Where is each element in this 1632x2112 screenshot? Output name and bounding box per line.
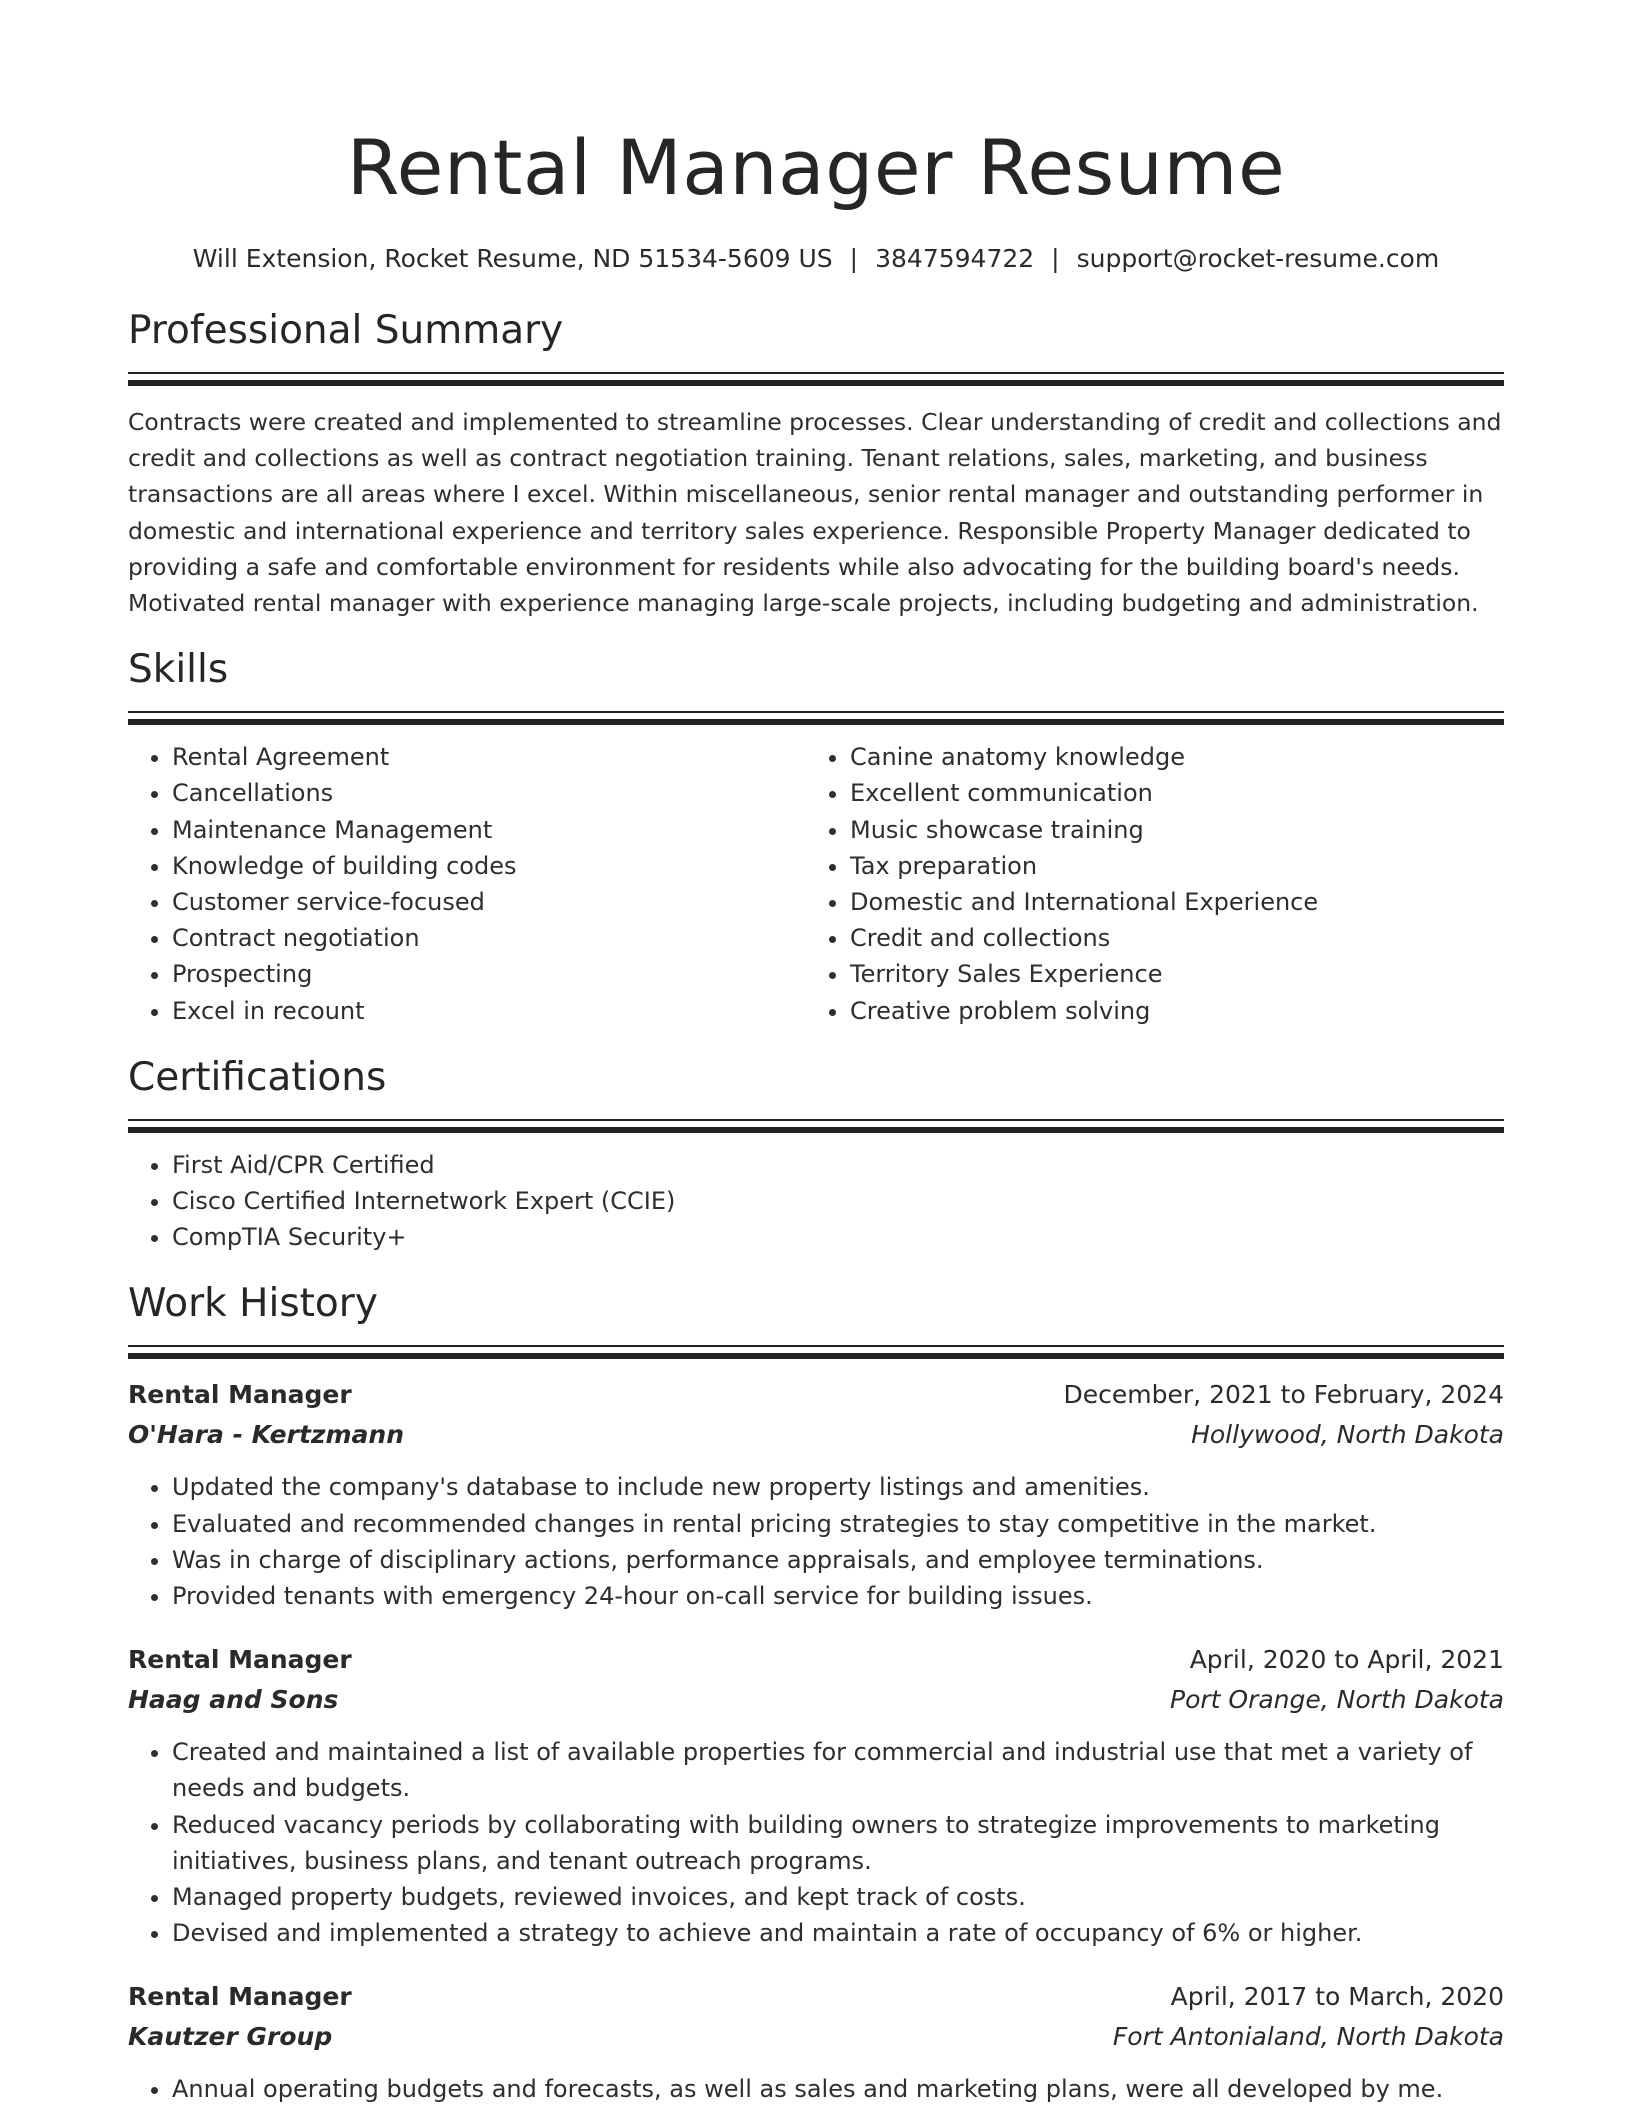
job-bullet: • Created and maintained a list of available properties for commercial and industrial use that met a variety of needs and budgets. [172,1734,1504,1806]
job-bullets [128,2071,1504,2107]
skill-item: • Credit and collections [850,920,1484,956]
skill-item: • Domestic and International Experience [850,884,1484,920]
job-title: Rental Manager [128,1380,352,1410]
job-company: Kautzer Group [128,2022,333,2052]
certifications-list [128,1147,1504,1256]
job-header [128,1977,1504,2017]
job-bullet: • Devised and implemented a strategy to achieve and maintain a rate of occupancy of 6% or higher. [172,1915,1504,1951]
job-bullets [128,1734,1504,1951]
skill-item: • Canine anatomy knowledge [850,739,1484,775]
skills-section [128,645,1504,1029]
job-subheader [128,1680,1504,1720]
certification-item: • CompTIA Security+ [172,1219,1504,1255]
skill-item: • Maintenance Management [172,812,806,848]
job-bullet: • Updated the company's database to include new property listings and amenities. [172,1469,1504,1505]
skills-column-left [128,739,806,1029]
summary-text: Contracts were created and implemented to streamline processes. Clear understanding of credit and collections and credit and collections as well as contract negotiation training. Tenant relations, sales, marketing, and business transactions are all areas where I excel. Within miscellaneous, senior rental manager and outstanding performer in domestic and international experience and territory sales experience. Responsible Property Manager dedicated to providing a safe and comfortable environment for residents while also advocating for the building board's needs. Motivated rental manager with experience managing large-scale projects, including budgeting and administration. [128,408,1502,618]
section-divider [128,372,1504,386]
contact-email: support@rocket-resume.com [1076,244,1440,273]
contact-separator: | [849,244,859,273]
skills-grid [128,739,1504,1029]
certifications-section [128,1053,1504,1256]
contact-phone: 3847594722 [875,244,1035,273]
job-location: Hollywood, North Dakota [1191,1420,1504,1450]
job-subheader [128,1415,1504,1455]
section-divider [128,1119,1504,1133]
section-title-summary: Professional Summary [128,308,564,353]
certification-item: • Cisco Certified Internetwork Expert (CCIE) [172,1183,1504,1219]
resume-title: Rental Manager Resume [346,123,1286,212]
contact-separator: | [1051,244,1060,273]
job-dates: April, 2020 to April, 2021 [1189,1645,1504,1675]
section-title-skills: Skills [128,647,229,693]
job-bullet: • Managed property budgets, reviewed invoices, and kept track of costs. [172,1879,1504,1915]
skill-item: • Contract negotiation [172,920,806,956]
certification-item: • First Aid/CPR Certified [172,1147,1504,1183]
job-entry [128,1640,1504,1951]
job-bullet: • Was in charge of disciplinary actions, performance appraisals, and employee terminations. [172,1542,1504,1578]
skill-item: • Excel in recount [172,993,806,1029]
summary-section [128,306,1504,621]
job-bullet: • Annual operating budgets and forecasts, as well as sales and marketing plans, were all developed by me. [172,2071,1504,2107]
resume-page [128,0,1504,2108]
skill-item: • Cancellations [172,775,806,811]
job-title: Rental Manager [128,1982,352,2012]
job-bullets [128,1469,1504,1614]
job-dates: December, 2021 to February, 2024 [1063,1380,1504,1410]
skill-item: • Territory Sales Experience [850,956,1484,992]
job-entry [128,1375,1504,1614]
job-subheader [128,2017,1504,2057]
skill-item: • Excellent communication [850,775,1484,811]
skill-item: • Music showcase training [850,812,1484,848]
job-header [128,1375,1504,1415]
job-location: Fort Antonialand, North Dakota [1112,2022,1504,2052]
skills-column-right [806,739,1484,1029]
skill-item: • Tax preparation [850,848,1484,884]
skill-item: • Creative problem solving [850,993,1484,1029]
skill-item: • Customer service-focused [172,884,806,920]
job-bullet: • Evaluated and recommended changes in rental pricing strategies to stay competitive in the market. [172,1506,1504,1542]
work-history-section [128,1279,1504,2107]
job-header [128,1640,1504,1680]
section-divider [128,711,1504,725]
job-company: Haag and Sons [128,1685,339,1715]
job-dates: April, 2017 to March, 2020 [1170,1982,1504,2012]
skills-list-right [806,739,1484,1029]
skill-item: • Rental Agreement [172,739,806,775]
section-title-certifications: Certifications [128,1054,387,1100]
skill-item: • Knowledge of building codes [172,848,806,884]
job-title: Rental Manager [128,1645,352,1675]
contact-address: Will Extension, Rocket Resume, ND 51534-5609 US [192,244,833,273]
job-entry [128,1977,1504,2107]
job-company: O'Hara - Kertzmann [128,1420,404,1450]
job-location: Port Orange, North Dakota [1170,1685,1504,1715]
skills-list-left [128,739,806,1029]
skill-item: • Prospecting [172,956,806,992]
job-bullet: • Provided tenants with emergency 24-hour on-call service for building issues. [172,1578,1504,1614]
contact-line [128,242,1504,276]
job-bullet: • Reduced vacancy periods by collaborating with building owners to strategize improvements to marketing initiatives, business plans, and tenant outreach programs. [172,1807,1504,1879]
section-divider [128,1345,1504,1359]
section-title-work-history: Work History [128,1281,378,1327]
